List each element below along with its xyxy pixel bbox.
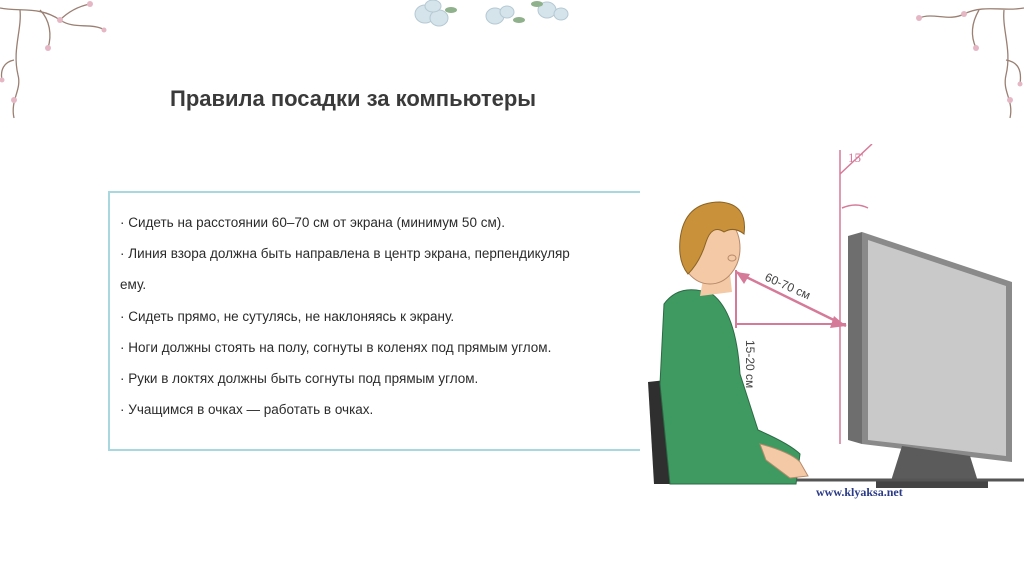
monitor — [848, 232, 1012, 488]
page-title: Правила посадки за компьютеры — [170, 86, 537, 111]
flowers-decoration — [395, 0, 585, 36]
rule-item: · Учащимся в очках — работать в очках. — [120, 402, 374, 418]
rule-item: · Руки в локтях должны быть согнуты под прямым углом. — [120, 371, 479, 387]
rule-continuation: ему. — [120, 277, 147, 293]
angle-arc — [842, 205, 868, 208]
height-label: 15-20 см — [743, 340, 757, 389]
rule-item: · Линия взора должна быть направлена в центр экрана, перпендикуляр ему. — [120, 238, 656, 300]
person — [660, 202, 808, 484]
rules-box — [108, 191, 656, 451]
watermark: www.klyaksa.net — [816, 485, 903, 499]
rule-item: · Сидеть прямо, не сутулясь, не наклоняясь к экрану. — [120, 308, 455, 324]
rule-item: · Ноги должны стоять на полу, согнуты в коленях под прямым углом. — [120, 339, 552, 355]
angle-label: 15' — [848, 150, 864, 165]
posture-illustration — [640, 144, 1024, 504]
branch-decoration-right — [894, 0, 1024, 120]
rule-item: · Сидеть на расстоянии 60–70 см от экрана (минимум 50 см). — [120, 215, 505, 230]
branch-decoration-left — [0, 0, 110, 120]
distance-label: 60-70 см — [762, 269, 813, 303]
rules-list — [120, 207, 656, 425]
arrow-head — [830, 316, 846, 328]
